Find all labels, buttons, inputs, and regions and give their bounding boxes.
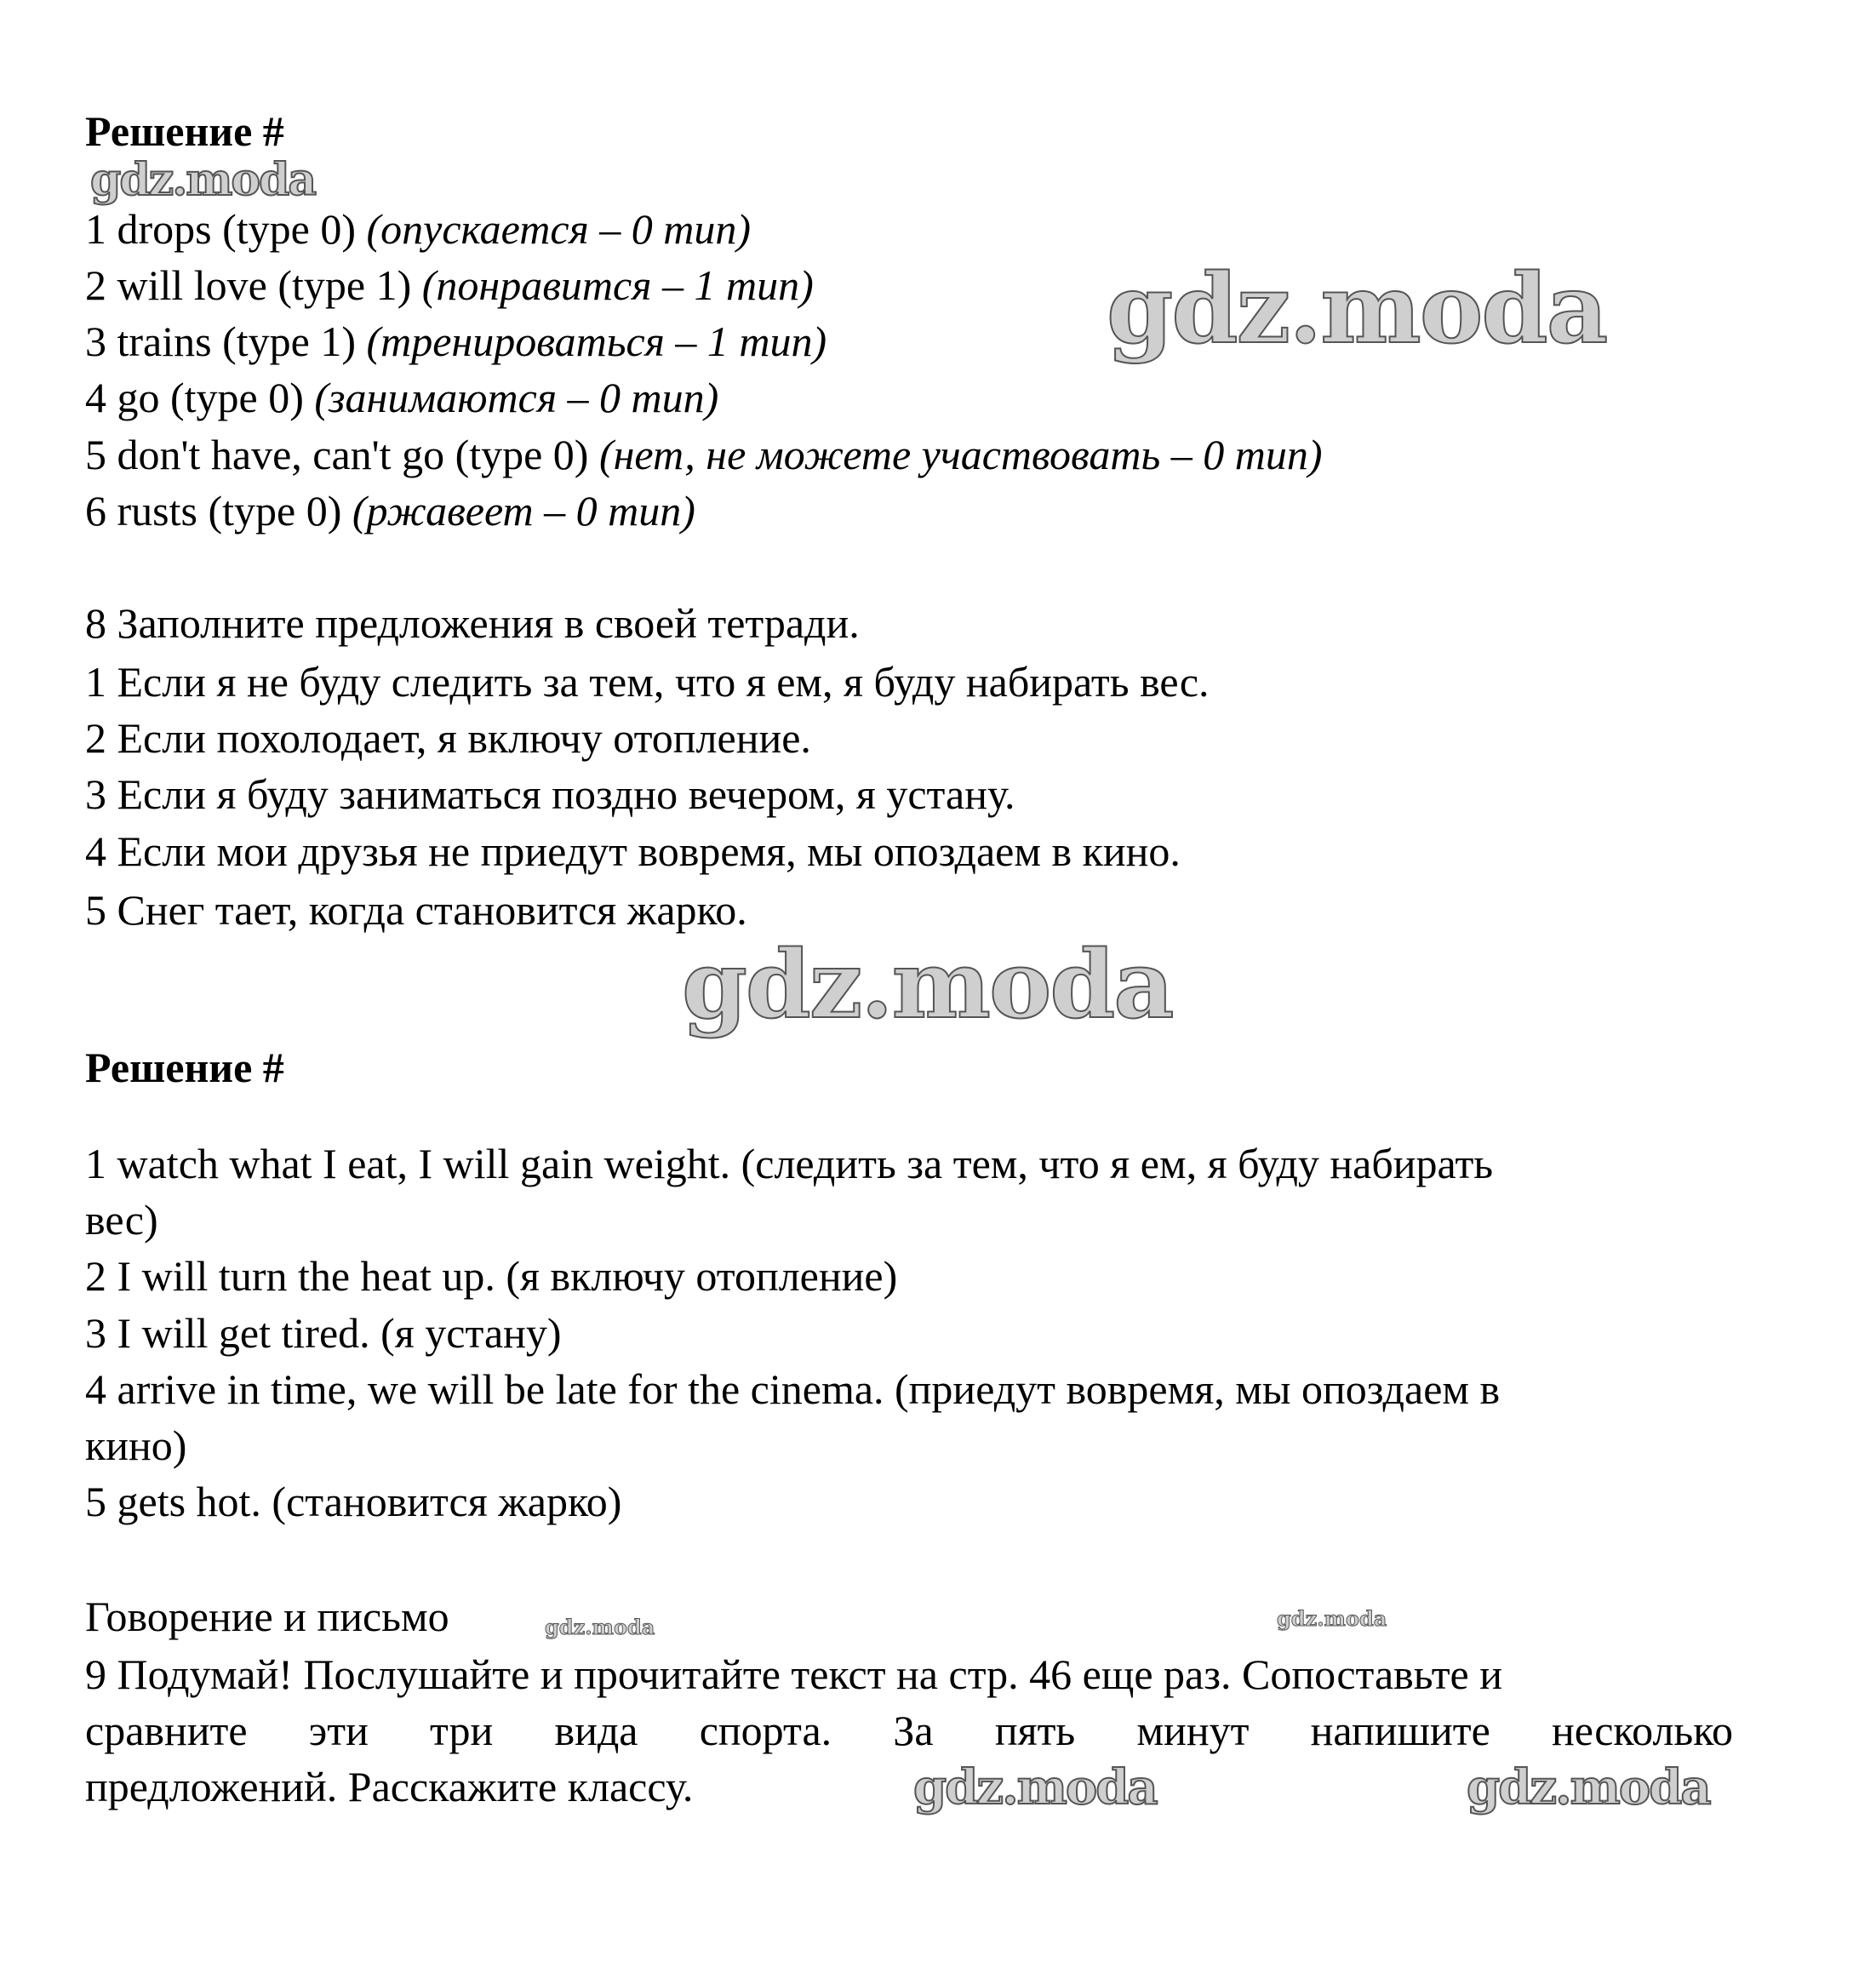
answer-line-4	[85, 372, 718, 423]
answer-translation: (нет, не можете участвовать – 0 тип)	[598, 431, 1323, 478]
watermark: gdz.moda	[1107, 254, 1607, 365]
answer-line-6	[85, 485, 695, 536]
section-title: Говорение и письмо	[85, 1593, 449, 1640]
answer2-line: 5 gets hot. (становится жарко)	[85, 1478, 622, 1525]
answer-line-3	[85, 316, 826, 367]
task8-item: 1 Если я не буду следить за тем, что я ем, я буду набирать вес.	[85, 658, 1210, 706]
watermark: gdz.moda	[90, 154, 316, 206]
answer2-line: вес)	[85, 1196, 158, 1244]
answer2-line: 1 watch what I eat, I will gain weight. (следить за тем, что я ем, я буду набирать	[85, 1140, 1494, 1187]
answer-translation: (ржавеет – 0 тип)	[352, 487, 695, 535]
task8-item: 4 Если мои друзья не приедут вовремя, мы опоздаем в кино.	[85, 827, 1181, 875]
answer-translation: (понравится – 1 тип)	[421, 261, 814, 309]
task9-line: сравните эти три вида спорта. За пять минут напишите несколько	[85, 1707, 1733, 1754]
answer-text: 3 trains (type 1)	[85, 317, 356, 365]
solution-heading-1: Решение #	[85, 107, 284, 155]
answer2-line: 4 arrive in time, we will be late for the cinema. (приедут вовремя, мы опоздаем в	[85, 1365, 1501, 1413]
answer-line-1	[85, 203, 751, 254]
task9-line: предложений. Расскажите классу.	[85, 1763, 694, 1810]
solution-heading-2: Решение #	[85, 1044, 284, 1091]
answer-text: 5 don't have, can't go (type 0)	[85, 431, 589, 478]
answer-text: 6 rusts (type 0)	[85, 487, 342, 535]
answer-translation: (тренироваться – 1 тип)	[366, 317, 827, 365]
answer-line-5	[85, 429, 1323, 480]
answer2-line: 2 I will turn the heat up. (я включу отопление)	[85, 1252, 898, 1300]
answer-translation: (занимаются – 0 тип)	[314, 374, 719, 421]
answer2-line: 3 I will get tired. (я устану)	[85, 1309, 562, 1357]
task9-line: 9 Подумай! Послушайте и прочитайте текст на стр. 46 еще раз. Сопоставьте и	[85, 1650, 1502, 1698]
answer-line-2	[85, 260, 814, 311]
answer-text: 1 drops (type 0)	[85, 205, 356, 253]
answer-translation: (опускается – 0 тип)	[366, 205, 752, 253]
task8-item: 2 Если похолодает, я включу отопление.	[85, 714, 811, 762]
task8-item: 3 Если я буду заниматься поздно вечером, я устану.	[85, 770, 1015, 818]
watermark: gdz.moda	[545, 1615, 655, 1639]
answer-text: 4 go (type 0)	[85, 374, 304, 421]
task8-item: 5 Снег тает, когда становится жарко.	[85, 886, 747, 934]
answer2-line: кино)	[85, 1421, 187, 1469]
watermark: gdz.moda	[682, 929, 1173, 1039]
watermark: gdz.moda	[913, 1759, 1157, 1816]
task8-title: 8 Заполните предложения в своей тетради.	[85, 599, 860, 647]
watermark: gdz.moda	[1277, 1606, 1387, 1631]
answer-text: 2 will love (type 1)	[85, 261, 412, 309]
watermark: gdz.moda	[1467, 1759, 1710, 1816]
